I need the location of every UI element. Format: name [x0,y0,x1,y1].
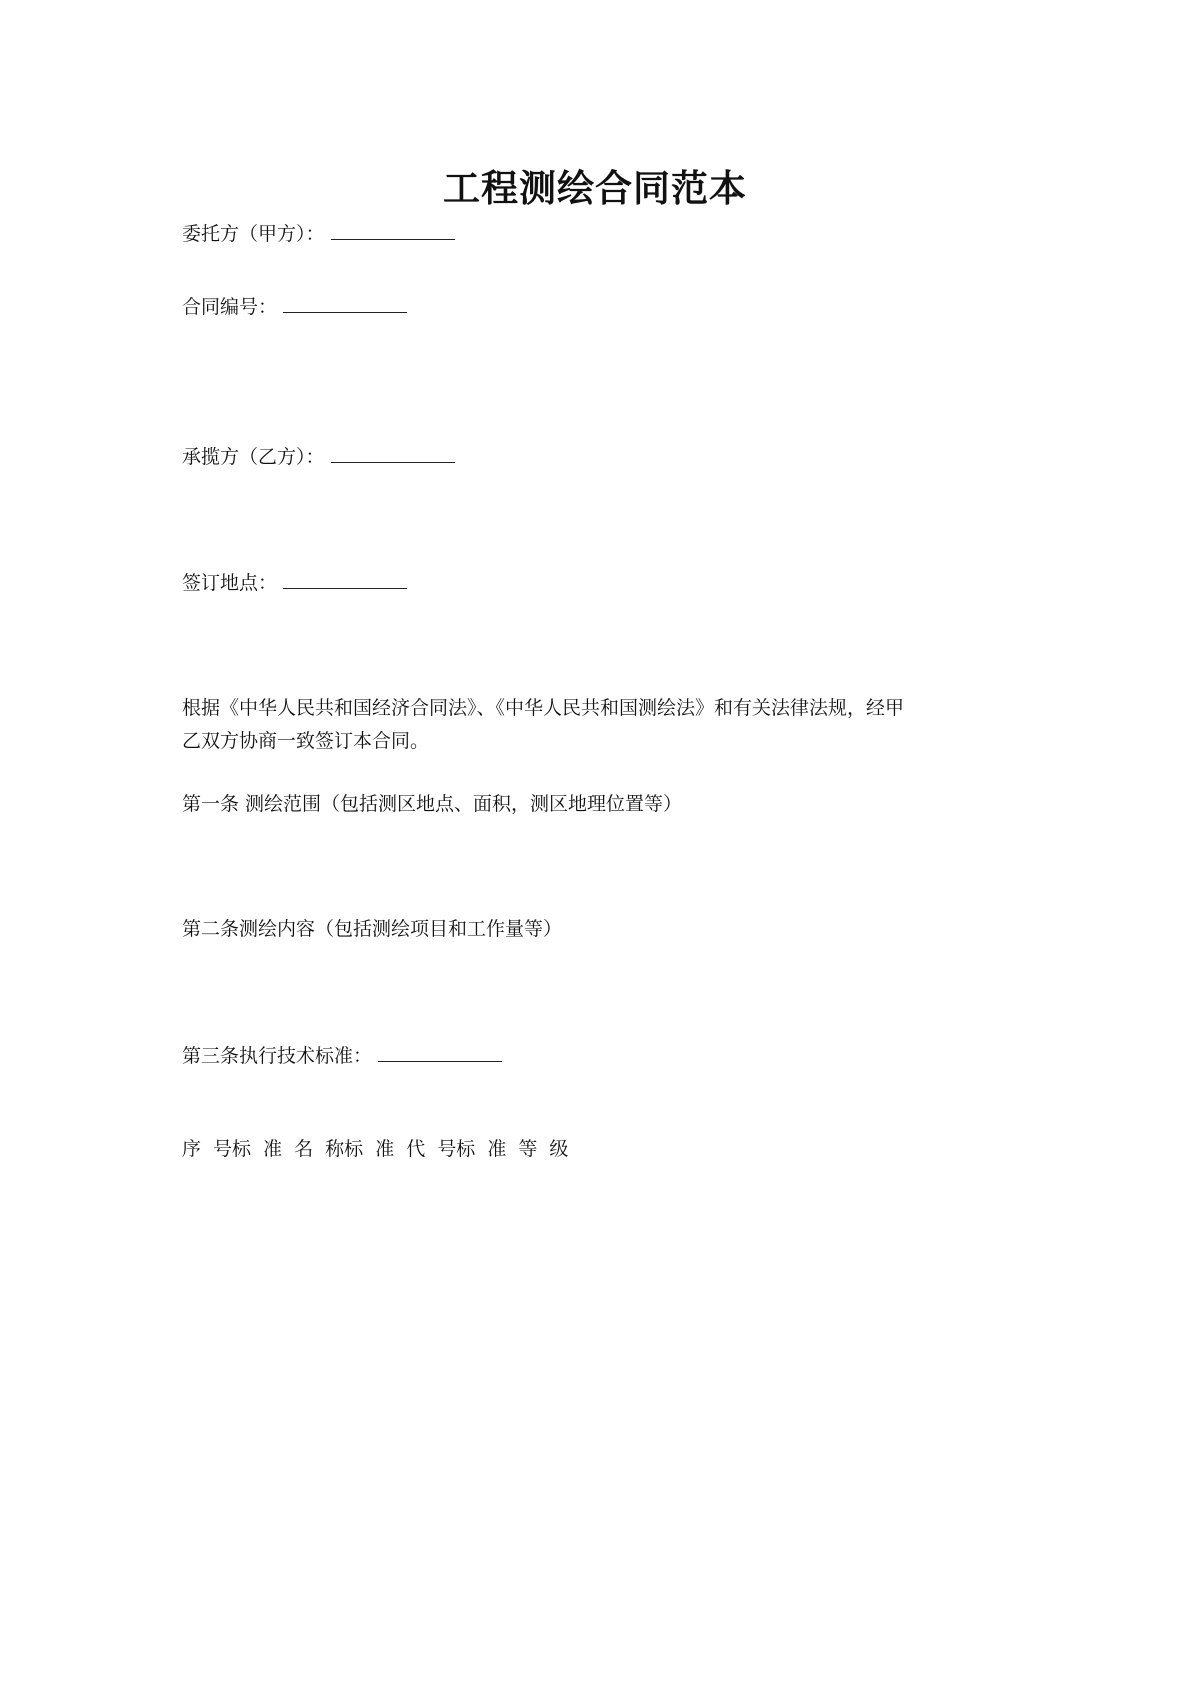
document-title: 工程测绘合同范本 [443,166,747,210]
article-3-blank-line [378,1060,502,1062]
contract-number-blank-line [283,311,407,313]
article-3 [182,1040,502,1073]
intro-paragraph [182,692,1022,758]
signing-place-blank-line [283,587,407,589]
intro-line-2: 乙双方协商一致签订本合同。 [182,730,430,752]
client-label: 委托方（甲方）： [182,223,325,245]
signing-place-label: 签订地点： [182,572,278,594]
article-1: 第一条 测绘范围（包括测区地点、面积，测区地理位置等） [182,793,683,815]
contractor-label: 承揽方（乙方）： [182,446,325,468]
article-2: 第二条测绘内容（包括测绘项目和工作量等） [182,918,563,940]
standards-table-header: 序 号标 准 名 称标 准 代 号标 准 等 级 [182,1138,569,1160]
intro-line-1: 根据《中华人民共和国经济合同法》、《中华人民共和国测绘法》和有关法律法规，经甲 [182,697,905,719]
contractor-field [182,441,455,474]
contract-number-label: 合同编号： [182,296,278,318]
client-blank-line [331,238,455,240]
article-3-label: 第三条执行技术标准： [182,1045,373,1067]
contractor-blank-line [331,461,455,463]
signing-place-field [182,567,407,600]
client-field [182,218,455,251]
contract-number-field [182,291,407,324]
